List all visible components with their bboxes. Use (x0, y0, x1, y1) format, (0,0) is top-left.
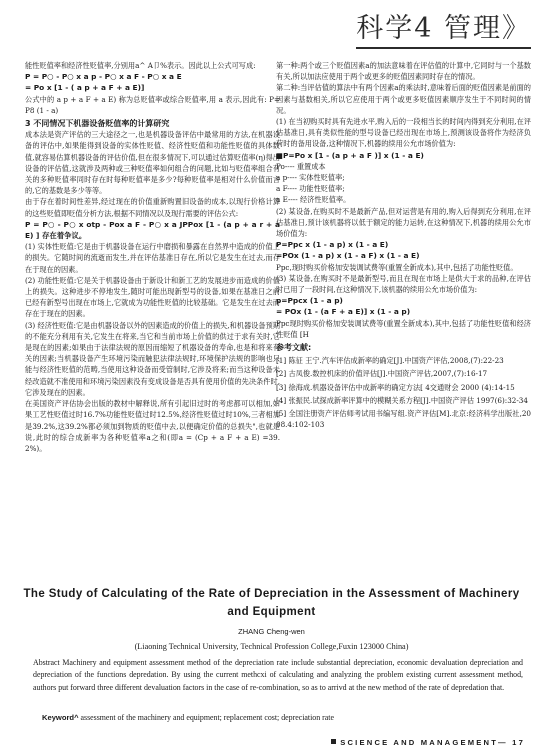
right-column-formula-9: P=Ppc x (1 - a p) x (1 - a E) (276, 240, 389, 250)
left-column-text-9: (2) 功能性贬值:它是关于机器设备由于新设计和新工艺的发展进步而造成的价值上的损失。这种进步不停地发生,随时可能出现新型号的设备,如果在基准日之前已经有新型号出现在市场上,它就成为功能性贬值的比较基础。它是发生在过去而存在于现在的因素。 (25, 275, 280, 319)
right-column-ref-18: [2] 古凤俊.数控机床的价值评估[J].中国资产评估,2007,(7):16-17 (276, 369, 488, 379)
right-column-text-0: 第一种:两个或三个贬值因素a的加法意味着在评估值的计算中,它同时与一个基数有关,所以加法应使用于两个或更多的贬值因素同时存在的情况。 (276, 61, 531, 82)
english-author: ZHANG Cheng-wen (238, 627, 305, 636)
right-column-formula-14: = POx (1 - (a F + a E)] x (1 - a p) (276, 307, 411, 317)
right-column-text-6: a F---- 功能性贬值率; (276, 184, 345, 194)
right-column-text-4: Po---- 重置成本 (276, 161, 326, 171)
english-affiliation: (Liaoning Technical University, Technical Profession College,Fuxin 123000 China) (134, 642, 409, 651)
left-column-text-5: 成本法是资产评估的三大途径之一,也是机器设备评估中最常用的方法,在机器设备的评估中,如果能得到设备的实体性贬值、经济性贬值和功能性贬值的具体数值,就容易估算机器设备的评估价值,但在很多情况下,可以通过估算贬值率(η)得出设备的评估值,这就涉及两种或三种贬值率如何组合的问题,比如与贬值率组合有关的多种贬值率同时存在时每种贬值率是多少?每种贬值率是相对什么价值而言的,它的基数是多少等等。 (25, 130, 280, 196)
right-column-heading-16: 参考文献: (276, 343, 312, 353)
right-column-ref-19: [3] 徐海成.机器设备评估中成新率的确定方法[ 4交通财会 2000 (4):14-15 (276, 382, 515, 392)
left-column-text-10: (3) 经济性贬值:它是由机器设备以外的因素造成的价值上的损失,和机器设备预期的不能充分利用有关,它发生在将来,当它和当前市场上价值的供过于求有关时,它是现在的因素;如果由于法律法规的原因而缩短了机器设备的寿命,也是和将来有关的因素;当机器设备产生环境污染而触犯法律法规时,环境保护法规的影响也只能与经济性贬值的范畴,当使用这种设备而受管制时,它涉及将来;而当这种设备未经改造就不准使用和环境污染因素没有变成设备是否具有使用价值的先决条件时,它涉及现在的因素。 (25, 320, 280, 397)
right-column-ref-20: [4] 张振民.试探成新率评算中的模糊关系方程[J].中国资产评估 1997(6):32-34 (276, 395, 528, 405)
left-column-text-3: 公式中的 a p + a F + a E) 称为总贬值率或综合贬值率,用 a 表示,因此有: P= P8 (1 - a) (25, 94, 280, 115)
right-column-text-5: a p---- 实体性贬值率; (276, 173, 345, 183)
footer-text: SCIENCE AND MANAGEMENT— 17 (340, 738, 525, 747)
right-column-text-11: Ppc,现时购买价格加安装调试费等(重置全新成本),其中,包括了功能性贬值。 (276, 262, 518, 272)
right-column-formula-3: ■P=Po x [1 - (a p + a F )] x (1 - a E) (276, 150, 424, 160)
right-column-text-12: (3) 某设备,在购买时不是最新型号,而且在现在市场上是供大于求的品种,在评估时已用了一段时间,在这种情况下,该机器的续用公允市场价值为: (276, 273, 531, 295)
right-column-text-2: (1) 在当初购买时具有先进水平,购入后的一段相当长的时间内得到充分利用,在评估基准日,具有类似性能的型号设备已经出现在市场上,预测该设备将作为经济负荷时的备用设备,这种情况下,机器的续用公允市场价值为: (276, 117, 531, 149)
left-column (25, 60, 280, 578)
left-column-text-6: 由于存在着时间性差异,经过现在的价值重新购置旧设备的成本,以现行价格计算的这些贬值即贬值分析方法,根据不同情况以及现行需要的评估公式: (25, 197, 280, 218)
right-column-ref-21: [5] 全国注册资产评估师考试用书编写组.资产评估[M].北京:经济科学出版社,2008.4:102-103 (276, 409, 531, 430)
left-column-formula-1: P = P○ - P○ x a p - P○ x a F - P○ x a E (25, 72, 182, 82)
left-column-formula-2: = Po x [1 - ( a p + a F + a E)] (25, 83, 145, 93)
keywords-label: Keyword^ (42, 713, 79, 722)
right-column-text-15: Ppc现时购买价格加安装调试费等(重置全新成本),其中,包括了功能性贬值和经济性贬值 [H (276, 318, 531, 339)
right-column-text-8: (2) 某设备,在购买时不是最新产品,但对运营是有用的,购入后得到充分利用,在评估基准日,预计该机器将以低于额定的能力运转,在这种情况下,机器的续用公允市场价值为: (276, 206, 531, 239)
left-column-text-11: 在美国资产评估协会出版的教材中解释说,所有引起旧过时的考虑都可以相加,如果工艺性贬值过时16.7%功能性贬值过时12.5%,经济性贬值过时10%,三者相加是39.2%,这39.2%都必须加到物质的贬值中去,以便确定价值的总损失",也就是说,此时的综合成新率为各种贬值率a之和(即a = (Cp + a F + a E) =39.2%)。 (25, 399, 280, 453)
journal-masthead: 科学4 管理》 (356, 6, 531, 49)
page-footer (331, 738, 525, 747)
footer-square-icon (331, 739, 336, 744)
right-column-text-7: a E---- 经济性贬值率。 (276, 195, 351, 205)
left-column-formula-7: P = P○ - P○ x otp - Pox a F - P○ x a JPPox [1 - (a p + a r + a E) ] 存在着争议。 (25, 219, 280, 241)
right-column-formula-10: =POx (1 - a p) x (1 - a F) x (1 - a E) (276, 251, 420, 261)
english-abstract: Abstract Machinery and equipment assessment method of the depreciation rate include substantial depreciation, economic devaluation depreciation and depreciation of the functions depredation. By using the current methcxi of calculating and analyzing the problem existing current assessment method, authors put forward three different devaluation factors in the case of re-combination, so as to arrivd at the new method of the rate of depredation that. (33, 658, 523, 692)
english-title: The Study of Calculating of the Rate of Depreciation in the Assessment of Machinery and Equipment (23, 588, 520, 618)
right-column-ref-17: [1] 陈征 王宁.汽车评估成新率的确定[J].中国资产评估,2008,(7):22-23 (276, 356, 504, 366)
right-column-text-1: 第二种:当评估值的算法中有两个因素a的乘法时,意味着后面的贬值因素是前面的因素与基数相关,所以它应使用于两个或更多贬值因素顺序发生于不同时间的情况。 (276, 83, 531, 115)
right-column (276, 60, 531, 578)
left-column-text-8: (1) 实体性贬值:它是由于机器设备在运行中磨损和暴露在自然界中造成的价值上的损失。它随时间的流逝而发生,并在评估基准日存在,所以它是发生在过去,而存在于现在的因素。 (25, 242, 280, 274)
left-column-heading-4: 3 不同情况下机器设备贬值率的计算研究 (25, 119, 170, 129)
right-column-formula-13: p=Ppcx (1 - a p) (276, 296, 343, 306)
english-keywords (42, 712, 522, 724)
keywords-text: assessment of the machinery and equipment; replacement cost; depreciation rate (80, 713, 334, 722)
left-column-text-0: 能性贬值率和经济性贬值率,分别用a^ A卩%表示。因此以上公式可写成: (25, 61, 256, 70)
